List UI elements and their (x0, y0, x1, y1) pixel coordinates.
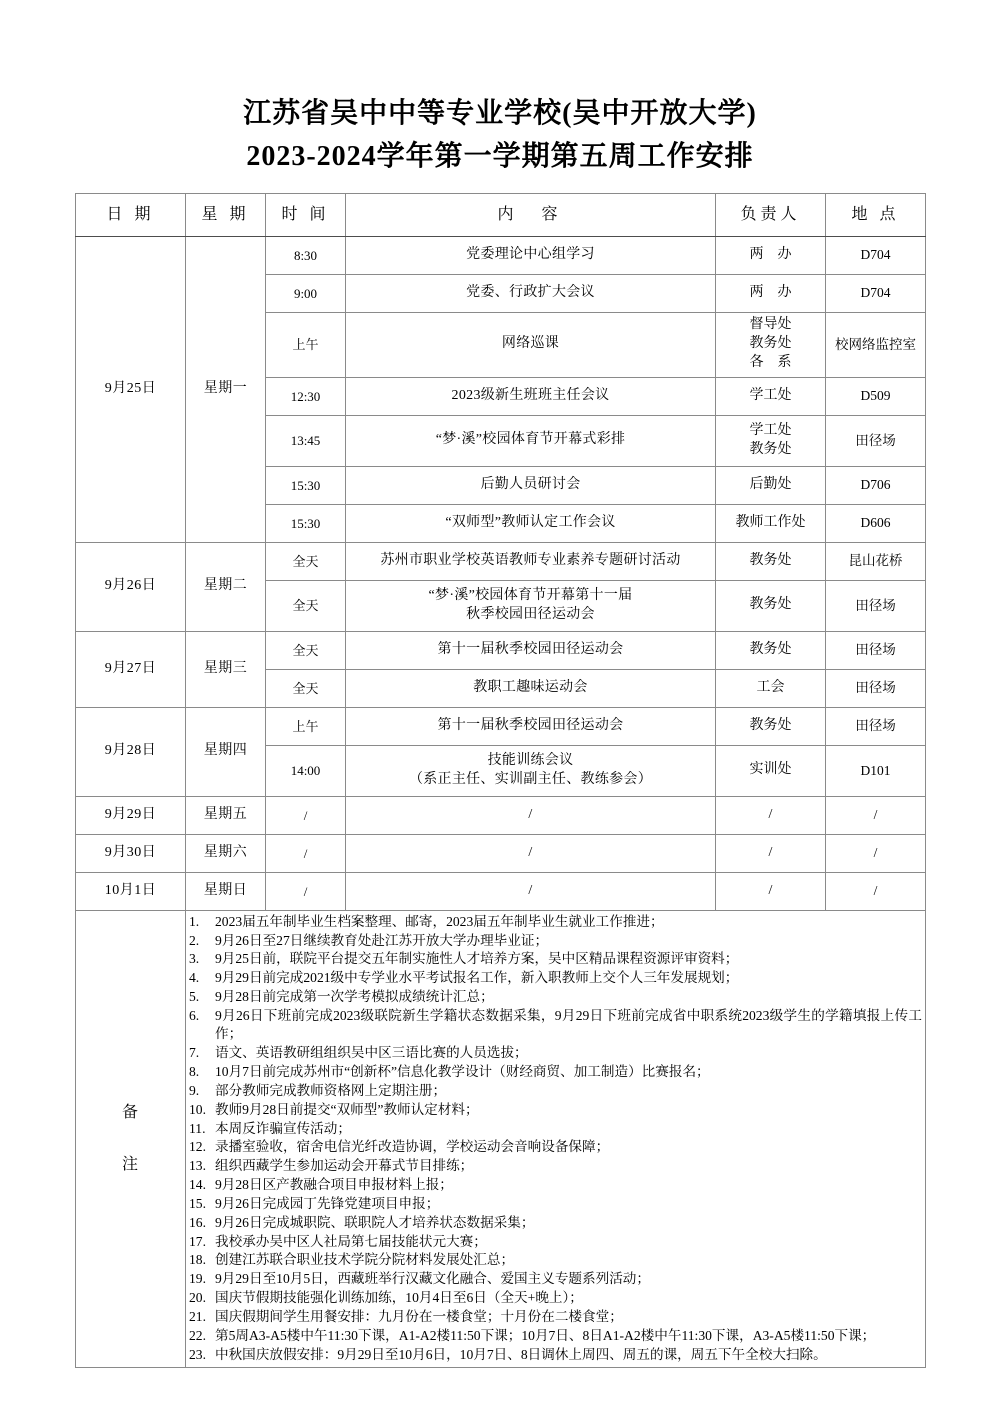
remarks-item-text: 本周反诈骗宣传活动； (215, 1120, 351, 1136)
cell-place: / (826, 796, 926, 834)
cell-time: 8:30 (266, 236, 346, 274)
remarks-item (189, 1233, 922, 1251)
cell-weekday: 星期五 (186, 796, 266, 834)
remarks-item-text: 9月26日下班前完成2023级联院新生学籍状态数据采集，9月29日下班前完成省中职系统2023级学生的学籍填报上传工作； (215, 1008, 922, 1042)
column-header-date: 日 期 (76, 193, 186, 236)
remarks-item-text: 9月25日前，联院平台提交五年制实施性人才培养方案，吴中区精品课程资源评审资料； (215, 951, 739, 967)
cell-weekday: 星期二 (186, 542, 266, 631)
remarks-item-number: 17. (189, 1233, 206, 1249)
column-header-content: 内 容 (346, 193, 716, 236)
cell-content: / (346, 834, 716, 872)
cell-time: / (266, 796, 346, 834)
remarks-item (189, 1346, 922, 1364)
remarks-item-text: 教师9月28日前提交“双师型”教师认定材料； (215, 1101, 479, 1117)
title-line-school: 江苏省吴中中等专业学校(吴中开放大学) (243, 98, 757, 129)
remarks-item-text: 9月28日前完成第一次学考模拟成绩统计汇总； (215, 989, 494, 1005)
column-header-place: 地 点 (826, 193, 926, 236)
remarks-item-number: 16. (189, 1214, 206, 1230)
cell-weekday: 星期日 (186, 872, 266, 910)
cell-owner: 教务处 (716, 580, 826, 631)
cell-place: 田径场 (826, 669, 926, 707)
cell-owner: 学工处 教务处 (716, 415, 826, 466)
cell-date: 9月29日 (76, 796, 186, 834)
remarks-item-text: 部分教师完成教师资格网上定期注册； (215, 1082, 447, 1098)
table-row (76, 542, 926, 580)
column-header-owner: 负责人 (716, 193, 826, 236)
column-header-weekday: 星 期 (186, 193, 266, 236)
remarks-item-number: 8. (189, 1064, 200, 1080)
remarks-list (189, 913, 922, 1364)
remarks-item-number: 19. (189, 1271, 206, 1287)
column-header-time: 时 间 (266, 193, 346, 236)
cell-content: 第十一届秋季校园田径运动会 (346, 631, 716, 669)
cell-date: 9月25日 (76, 236, 186, 542)
remarks-item-number: 3. (189, 951, 200, 967)
cell-place: 田径场 (826, 580, 926, 631)
cell-owner: 学工处 (716, 377, 826, 415)
table-row (76, 707, 926, 745)
cell-time: 12:30 (266, 377, 346, 415)
cell-place: 校网络监控室 (826, 312, 926, 377)
remarks-item-text: 2023届五年制毕业生档案整理、邮寄，2023届五年制毕业生就业工作推进； (215, 913, 664, 929)
cell-owner: 教务处 (716, 707, 826, 745)
remarks-item-number: 9. (189, 1082, 200, 1098)
remarks-item (189, 1214, 922, 1232)
cell-content: 网络巡课 (346, 312, 716, 377)
remarks-item (189, 1063, 922, 1081)
cell-owner: 督导处 教务处 各 系 (716, 312, 826, 377)
header-row (76, 193, 926, 236)
cell-place: D704 (826, 236, 926, 274)
remarks-item-text: 组织西藏学生参加运动会开幕式节目排练； (215, 1158, 474, 1174)
cell-place: 田径场 (826, 415, 926, 466)
cell-time: / (266, 834, 346, 872)
remarks-item-text: 9月28日区产教融合项目申报材料上报； (215, 1177, 453, 1193)
remarks-item-number: 15. (189, 1195, 206, 1211)
cell-owner: 教务处 (716, 542, 826, 580)
remarks-label-cell (76, 910, 186, 1367)
cell-content: “梦·溪”校园体育节开幕式彩排 (346, 415, 716, 466)
remarks-item (189, 1289, 922, 1307)
remarks-item (189, 913, 922, 931)
cell-time: 9:00 (266, 274, 346, 312)
cell-owner: 教师工作处 (716, 504, 826, 542)
remarks-item-number: 22. (189, 1327, 206, 1343)
remarks-item-number: 18. (189, 1252, 206, 1268)
cell-time: 全天 (266, 542, 346, 580)
remarks-item-text: 我校承办吴中区人社局第七届技能状元大赛； (215, 1233, 487, 1249)
table-row (76, 872, 926, 910)
cell-place: 田径场 (826, 631, 926, 669)
remarks-item-text: 录播室验收，宿舍电信光纤改造协调，学校运动会音响设备保障； (215, 1139, 610, 1155)
remarks-item (189, 1120, 922, 1138)
remarks-item-text: 创建江苏联合职业技术学院分院材料发展处汇总； (215, 1252, 515, 1268)
cell-time: 15:30 (266, 504, 346, 542)
remarks-item-number: 20. (189, 1290, 206, 1306)
cell-place: D509 (826, 377, 926, 415)
cell-time: 上午 (266, 707, 346, 745)
cell-content: “双师型”教师认定工作会议 (346, 504, 716, 542)
table-row (76, 631, 926, 669)
remarks-item-number: 6. (189, 1008, 200, 1023)
remarks-item-number: 2. (189, 932, 200, 948)
cell-place: 田径场 (826, 707, 926, 745)
table-row (76, 834, 926, 872)
cell-time: 全天 (266, 669, 346, 707)
cell-weekday: 星期六 (186, 834, 266, 872)
remarks-body-cell (186, 910, 926, 1367)
remarks-item (189, 1195, 922, 1213)
remarks-item (189, 1157, 922, 1175)
cell-date: 9月27日 (76, 631, 186, 707)
remarks-item (189, 1176, 922, 1194)
cell-place: D704 (826, 274, 926, 312)
remarks-item (189, 1007, 922, 1044)
remarks-item-text: 9月26日至27日继续教育处赴江苏开放大学办理毕业证； (215, 932, 549, 948)
cell-time: 全天 (266, 631, 346, 669)
cell-time: / (266, 872, 346, 910)
remarks-item-number: 14. (189, 1177, 206, 1193)
remarks-item (189, 1138, 922, 1156)
remarks-label-char-1: 备 (121, 1104, 139, 1122)
cell-content: 教职工趣味运动会 (346, 669, 716, 707)
cell-content: “梦·溪”校园体育节开幕第十一届 秋季校园田径运动会 (346, 580, 716, 631)
remarks-item (189, 1044, 922, 1062)
remarks-item-text: 国庆假期间学生用餐安排：九月份在一楼食堂；十月份在二楼食堂； (215, 1309, 623, 1324)
weekly-schedule-table (75, 193, 926, 1368)
cell-date: 10月1日 (76, 872, 186, 910)
remarks-item-number: 7. (189, 1045, 200, 1061)
cell-content: 2023级新生班班主任会议 (346, 377, 716, 415)
remarks-item-text: 中秋国庆放假安排：9月29日至10月6日，10月7日、8日调休上周四、周五的课，周五下午全校大扫除。 (215, 1346, 827, 1362)
remarks-item-number: 21. (189, 1309, 206, 1324)
remarks-item-number: 4. (189, 970, 200, 986)
remarks-item-text: 国庆节假期技能强化训练加练，10月4日至6日（全天+晚上）； (215, 1290, 583, 1306)
remarks-item (189, 988, 922, 1006)
remarks-item-number: 5. (189, 989, 200, 1005)
cell-place: / (826, 872, 926, 910)
cell-date: 9月30日 (76, 834, 186, 872)
title-line-subject: 2023-2024学年第一学期第五周工作安排 (246, 141, 754, 173)
remarks-item-text: 9月26日完成城职院、联职院人才培养状态数据采集； (215, 1214, 535, 1230)
cell-owner: / (716, 872, 826, 910)
remarks-row (76, 910, 926, 1367)
remarks-item (189, 969, 922, 987)
cell-place: 昆山花桥 (826, 542, 926, 580)
remarks-item (189, 1270, 922, 1288)
cell-owner: / (716, 834, 826, 872)
cell-owner: 教务处 (716, 631, 826, 669)
remarks-item (189, 1308, 922, 1326)
document-title (0, 0, 1000, 179)
cell-owner: 工会 (716, 669, 826, 707)
cell-content: / (346, 872, 716, 910)
cell-weekday: 星期三 (186, 631, 266, 707)
remarks-item (189, 932, 922, 950)
cell-owner: / (716, 796, 826, 834)
remarks-section (76, 910, 926, 1367)
cell-content: / (346, 796, 716, 834)
cell-time: 上午 (266, 312, 346, 377)
cell-time: 13:45 (266, 415, 346, 466)
table-body (76, 236, 926, 910)
remarks-item (189, 1101, 922, 1119)
remarks-item (189, 1082, 922, 1100)
remarks-item-number: 12. (189, 1139, 206, 1155)
cell-time: 15:30 (266, 466, 346, 504)
cell-owner: 两 办 (716, 236, 826, 274)
remarks-item-number: 10. (189, 1101, 206, 1117)
cell-content: 苏州市职业学校英语教师专业素养专题研讨活动 (346, 542, 716, 580)
cell-time: 全天 (266, 580, 346, 631)
cell-owner: 后勤处 (716, 466, 826, 504)
cell-weekday: 星期一 (186, 236, 266, 542)
remarks-item-text: 10月7日前完成苏州市“创新杯”信息化教学设计（财经商贸、加工制造）比赛报名； (215, 1064, 710, 1080)
table-row (76, 796, 926, 834)
remarks-item-text: 9月26日完成园丁先锋党建项目申报； (215, 1195, 440, 1211)
remarks-item-number: 11. (189, 1120, 206, 1136)
cell-content: 第十一届秋季校园田径运动会 (346, 707, 716, 745)
schedule-table-wrapper (75, 193, 925, 1368)
remarks-item-number: 23. (189, 1346, 206, 1362)
cell-place: / (826, 834, 926, 872)
cell-place: D101 (826, 745, 926, 796)
cell-content: 党委理论中心组学习 (346, 236, 716, 274)
remarks-item (189, 950, 922, 968)
cell-owner: 两 办 (716, 274, 826, 312)
remarks-item-number: 13. (189, 1158, 206, 1174)
cell-place: D706 (826, 466, 926, 504)
cell-content: 技能训练会议 （系正主任、实训副主任、教练参会） (346, 745, 716, 796)
table-header (76, 193, 926, 236)
cell-place: D606 (826, 504, 926, 542)
remarks-item-number: 1. (189, 913, 200, 929)
cell-date: 9月28日 (76, 707, 186, 796)
remarks-item-text: 9月29日至10月5日，西藏班举行汉藏文化融合、爱国主义专题系列活动； (215, 1271, 650, 1287)
remarks-item-text: 语文、英语教研组组织吴中区三语比赛的人员选拔； (215, 1045, 528, 1061)
remarks-item (189, 1251, 922, 1269)
cell-weekday: 星期四 (186, 707, 266, 796)
cell-content: 党委、行政扩大会议 (346, 274, 716, 312)
remarks-label-char-2: 注 (121, 1155, 139, 1173)
table-row (76, 236, 926, 274)
remarks-item (189, 1327, 922, 1345)
cell-content: 后勤人员研讨会 (346, 466, 716, 504)
remarks-item-text: 9月29日前完成2021级中专学业水平考试报名工作，新入职教师上交个人三年发展规划； (215, 970, 739, 986)
cell-owner: 实训处 (716, 745, 826, 796)
cell-date: 9月26日 (76, 542, 186, 631)
remarks-item-text: 第5周A3-A5楼中午11:30下课，A1-A2楼11:50下课；10月7日、8日A1-A2楼中午11:30下课，A3-A5楼11:50下课； (215, 1327, 876, 1343)
cell-time: 14:00 (266, 745, 346, 796)
